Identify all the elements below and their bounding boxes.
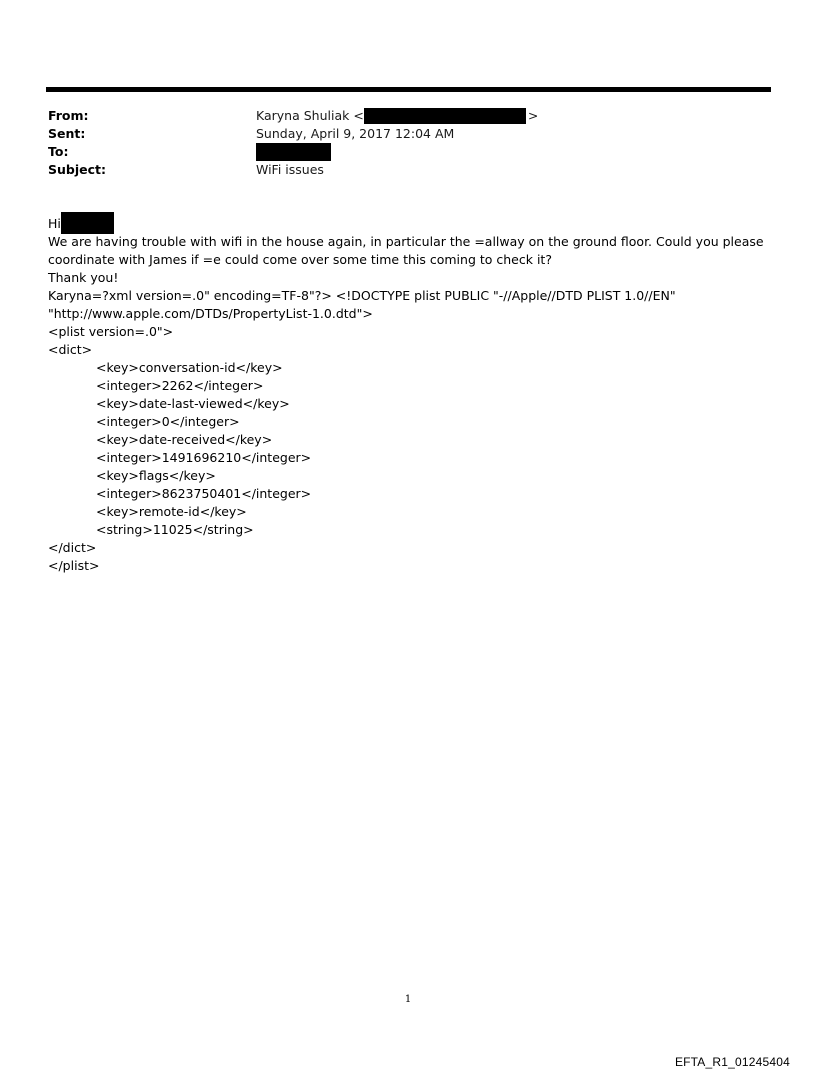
plist-line: <key>flags</key> [96,468,216,483]
body-line-3: Thank you! [48,270,119,285]
from-close: > [527,108,539,123]
header-rule [46,87,771,92]
from-value [256,107,538,125]
sent-label: Sent: [48,126,86,141]
redaction-greeting [61,212,114,234]
plist-line: <key>remote-id</key> [96,504,247,519]
body-line-5: "http://www.apple.com/DTDs/PropertyList-1.0.dtd"> [48,306,373,321]
plist-line: <key>conversation-id</key> [96,360,283,375]
page-number: 1 [404,994,412,1005]
plist-line: <integer>0</integer> [96,414,240,429]
subject-value: WiFi issues [256,162,324,177]
sent-value: Sunday, April 9, 2017 12:04 AM [256,126,455,141]
subject-label: Subject: [48,162,106,177]
to-value [256,143,331,161]
plist-line: <integer>2262</integer> [96,378,264,393]
body-line-6: <plist version=.0"> [48,324,174,339]
greeting [48,215,768,234]
greeting-text: Hi [48,216,61,231]
redaction-from-email [364,108,526,124]
body-line-7: <dict> [48,342,93,357]
body-line-1: We are having trouble with wifi in the house again, in particular the =allway on the ground floor. Could you please [48,234,764,249]
plist-line: <integer>8623750401</integer> [96,486,312,501]
plist-line: <key>date-received</key> [96,432,273,447]
body-close-plist: </plist> [48,558,100,573]
redaction-to [256,143,331,161]
from-name: Karyna Shuliak < [256,108,364,123]
body-close-dict: </dict> [48,540,97,555]
to-label: To: [48,144,69,159]
body-line-2: coordinate with James if =e could come over some time this coming to check it? [48,252,552,267]
body-line-4: Karyna=?xml version=.0" encoding=TF-8"?> <!DOCTYPE plist PUBLIC "-//Apple//DTD PLIST 1.0//EN" [48,288,676,303]
plist-line: <key>date-last-viewed</key> [96,396,290,411]
from-label: From: [48,108,89,123]
plist-line: <string>11025</string> [96,522,254,537]
bates-number: EFTA_R1_01245404 [674,1055,790,1069]
plist-line: <integer>1491696210</integer> [96,450,312,465]
